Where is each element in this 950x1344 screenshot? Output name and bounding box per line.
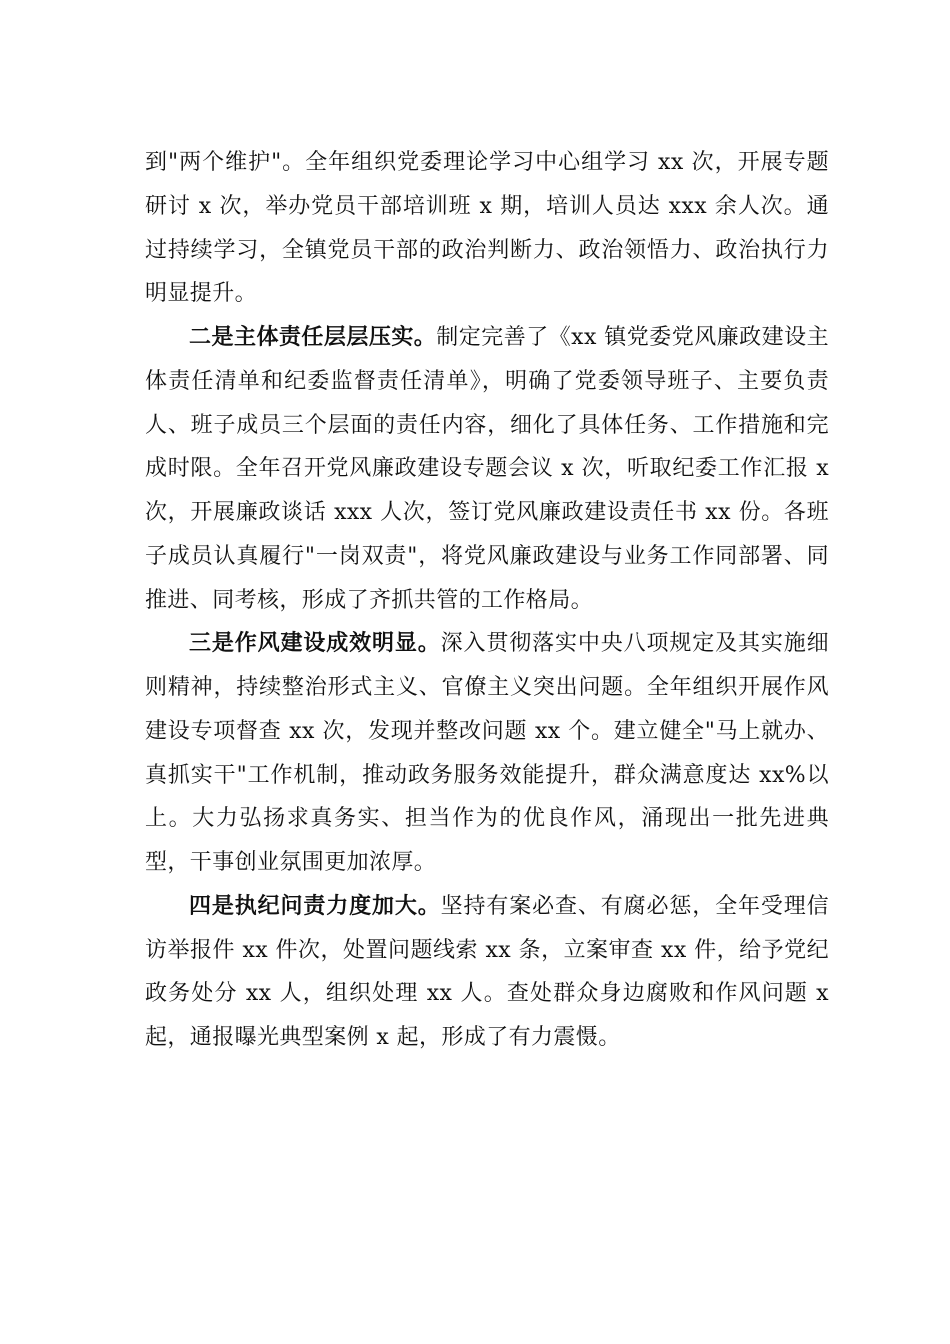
paragraph-2-text: 制定完善了《xx 镇党委党风廉政建设主体责任清单和纪委监督责任清单》，明确了党委领导班子、主要负责人、班子成员三个层面的责任内容，细化了具体任务、工作措施和完成时限。全年召开党风廉政建设专题会议 x 次，听取纪委工作汇报 x 次，开展廉政谈话 xxx 人次，签订党风廉政建设责任书 xx 份。各班子成员认真履行"一岗双责"，将党风廉政建设与业务工作同部署、同推进、同考核，形成了齐抓共管的工作格局。 <box>145 325 829 613</box>
paragraph-3 <box>145 622 829 885</box>
paragraph-4-text: 坚持有案必查、有腐必惩，全年受理信访举报件 xx 件次，处置问题线索 xx 条，立案审查 xx 件，给予党纪政务处分 xx 人，组织处理 xx 人。查处群众身边腐败和作风问题 x 起，通报曝光典型案例 x 起，形成了有力震慑。 <box>145 893 829 1050</box>
paragraph-1-text: 到"两个维护"。全年组织党委理论学习中心组学习 xx 次，开展专题研讨 x 次，举办党员干部培训班 x 期，培训人员达 xxx 余人次。通过持续学习，全镇党员干部的政治判断力、政治领悟力、政治执行力明显提升。 <box>145 150 829 307</box>
paragraph-4-lead: 四是执纪问责力度加大。 <box>189 892 441 919</box>
paragraph-1 <box>145 141 829 316</box>
paragraph-4 <box>145 885 829 1060</box>
paragraph-2 <box>145 316 829 622</box>
paragraph-3-lead: 三是作风建设成效明显。 <box>189 630 441 657</box>
paragraph-3-text: 深入贯彻落实中央八项规定及其实施细则精神，持续整治形式主义、官僚主义突出问题。全年组织开展作风建设专项督查 xx 次，发现并整改问题 xx 个。建立健全"马上就办、真抓实干"工作机制，推动政务服务效能提升，群众满意度达 xx%以上。大力弘扬求真务实、担当作为的优良作风，涌现出一批先进典型，干事创业氛围更加浓厚。 <box>145 631 829 875</box>
document-page <box>145 141 829 1060</box>
paragraph-2-lead: 二是主体责任层层压实。 <box>189 324 437 350</box>
